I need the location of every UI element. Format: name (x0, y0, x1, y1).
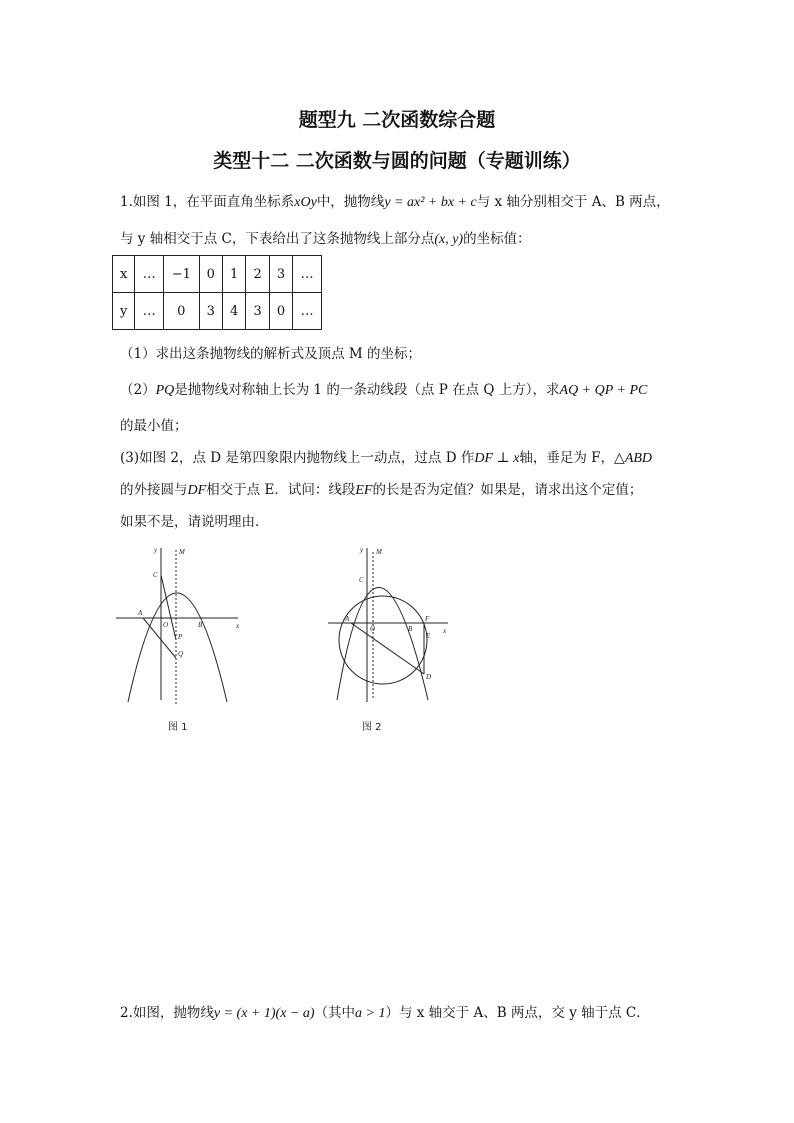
q1-text: 与 x 轴分别相交于 A、B 两点， (476, 194, 670, 210)
q1-part-3-line-2 (120, 480, 642, 501)
q2-text: ）与 x 轴交于 A、B 两点，交 y 轴于点 C． (385, 1005, 650, 1021)
label-y: y (154, 546, 158, 554)
q1-part-2-end: 的最小值； (120, 418, 188, 434)
label-m: M (376, 548, 382, 556)
label-a: A (345, 615, 350, 623)
table-cell: … (135, 293, 164, 330)
q1-part-2 (120, 380, 647, 401)
q1-line-2 (120, 229, 531, 250)
circumcircle-abd (339, 596, 427, 684)
label-e: E (426, 632, 431, 640)
q1-part-3-line-3: 如果不是，请说明理由． (120, 514, 269, 530)
q1-line-1 (120, 192, 670, 213)
table-cell: 4 (222, 293, 245, 330)
q1-text: （2） (120, 382, 156, 398)
math-point-xy: (x, y) (434, 232, 464, 247)
math-parabola: y = ax² + bx + c (384, 195, 477, 210)
coordinate-table (112, 255, 322, 330)
label-a: A (138, 609, 143, 617)
math-xoy: xOy (294, 195, 317, 210)
label-p: P (178, 633, 183, 641)
segment-cp (161, 575, 176, 640)
table-cell: … (293, 293, 322, 330)
q2-text: （其中 (314, 1005, 356, 1021)
table-cell: 2 (246, 256, 269, 293)
segment-aq (143, 618, 176, 658)
q1-part-3 (120, 448, 652, 469)
table-cell: 3 (199, 293, 222, 330)
table-cell: 0 (199, 256, 222, 293)
figure-1 (108, 540, 268, 740)
label-o: O (163, 621, 169, 629)
label-y: y (360, 546, 364, 554)
q1-text: 的坐标值： (463, 231, 531, 247)
label-m: M (179, 548, 185, 556)
label-c: C (359, 576, 364, 584)
table-cell: 0 (164, 293, 199, 330)
parabola-curve (128, 593, 227, 702)
q1-text: 1.如图 1，在平面直角坐标系 (120, 194, 295, 210)
segment-ad (351, 623, 424, 674)
math-df-perp: DF ⊥ x (474, 451, 520, 466)
q1-text: 相交于点 E．试问：线段 (206, 482, 356, 498)
q1-text: 中，抛物线 (316, 194, 385, 210)
label-d: D (426, 673, 432, 681)
label-b: B (408, 625, 413, 633)
q1-text: 与 y 轴相交于点 C，下表给出了这条抛物线上部分点 (120, 231, 435, 247)
label-q: Q (178, 650, 184, 658)
math-ef: EF (355, 483, 373, 498)
q1-text: 的外接圆与 (120, 482, 188, 498)
table-cell: … (135, 256, 164, 293)
q1-text: 是抛物线对称轴上长为 1 的一条动线段（点 P 在点 Q 上方），求 (174, 382, 560, 398)
q1-text: (3)如图 2，点 D 是第四象限内抛物线上一动点，过点 D 作 (120, 450, 475, 466)
math-df: DF (187, 483, 207, 498)
q1-part-1: （1）求出这条抛物线的解析式及顶点 M 的坐标； (120, 346, 421, 362)
q1-text: 的长是否为定值？如果是，请求出这个定值； (372, 482, 643, 498)
figure-2 (322, 540, 462, 740)
label-b: B (198, 621, 203, 629)
q2-text: 2.如图，抛物线 (120, 1005, 214, 1021)
math-pq: PQ (155, 383, 175, 398)
parabola-curve (337, 588, 428, 701)
q1-text: 轴，垂足为 F， (519, 450, 615, 466)
label-x: x (236, 622, 240, 630)
table-row (113, 293, 322, 330)
table-cell: 3 (269, 256, 292, 293)
math-triangle-abd: △ABD (614, 451, 653, 466)
table-cell: −1 (164, 256, 199, 293)
page-subtitle: 类型十二 二次函数与圆的问题（专题训练） (213, 150, 581, 172)
table-cell: x (113, 256, 135, 293)
table-cell: … (293, 256, 322, 293)
figure-2-caption: 图 2 (362, 722, 382, 733)
label-o: O (370, 625, 376, 633)
label-c: C (153, 571, 158, 579)
math-a-gt-1: a > 1 (355, 1006, 386, 1021)
figure-1-caption: 图 1 (168, 722, 188, 733)
table-cell: 3 (246, 293, 269, 330)
table-cell: 1 (222, 256, 245, 293)
table-row (113, 256, 322, 293)
math-sum: AQ + QP + PC (559, 383, 648, 398)
math-parabola-2: y = (x + 1)(x − a) (213, 1006, 315, 1021)
label-f: F (425, 615, 430, 623)
q2-line-1 (120, 1003, 650, 1024)
label-x: x (443, 627, 447, 635)
table-cell: y (113, 293, 135, 330)
table-cell: 0 (269, 293, 292, 330)
page-title: 题型九 二次函数综合题 (298, 109, 496, 131)
